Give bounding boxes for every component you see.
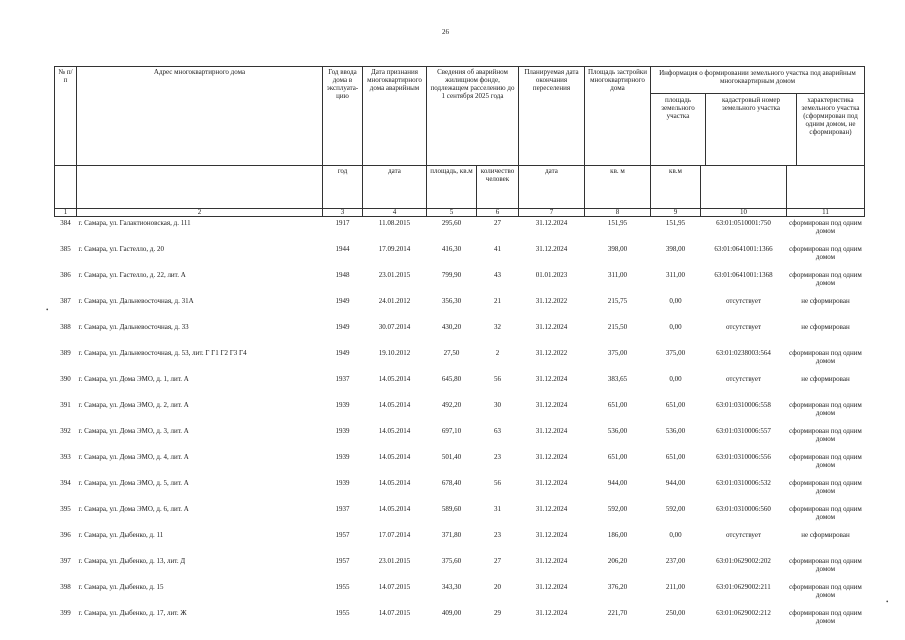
row-num: 389 [60, 349, 71, 357]
housing-table [54, 66, 865, 633]
row-area: 430,20 [441, 323, 462, 331]
row-people: 63 [494, 427, 501, 435]
table-row [55, 321, 865, 347]
row-date: 23.01.2015 [378, 557, 411, 565]
header-planned-date: Планируемая дата окончания переселения [519, 67, 585, 166]
row-num: 391 [60, 401, 71, 409]
row-planned: 31.12.2024 [535, 479, 568, 487]
row-land-char: сформирован под одним домом [789, 427, 862, 444]
unit-cell: площадь, кв.м [427, 166, 477, 209]
col-number: 1 [55, 209, 77, 217]
table-row [55, 347, 865, 373]
col-number: 11 [787, 209, 865, 217]
row-address: г. Самара, ул. Дыбенко, д. 15 [78, 583, 164, 591]
header-info-fund: Сведения об аварийном жилищном фонде, подлежащем расселению до 1 сентября 2025 года [427, 67, 519, 166]
row-land-char: сформирован под одним домом [789, 479, 862, 496]
row-num: 393 [60, 453, 71, 461]
unit-cell [55, 166, 77, 209]
table-row [55, 477, 865, 503]
row-cadastral: 63:01:0310006:556 [716, 453, 771, 461]
row-land-char: не сформирован [801, 375, 850, 383]
row-land-area: 536,00 [665, 427, 686, 435]
table-row [55, 503, 865, 529]
row-people: 43 [494, 271, 501, 279]
col-number: 8 [585, 209, 651, 217]
row-address: г. Самара, ул. Дома ЭМО, д. 5, лит. А [78, 479, 189, 487]
table-row [55, 373, 865, 399]
table-row [55, 399, 865, 425]
row-year: 1957 [335, 531, 350, 539]
row-land-char: сформирован под одним домом [789, 401, 862, 418]
row-people: 27 [494, 557, 501, 565]
row-land-area: 651,00 [665, 401, 686, 409]
row-building-area: 944,00 [607, 479, 628, 487]
col-number: 6 [477, 209, 519, 217]
unit-cell [77, 166, 323, 209]
row-year: 1937 [335, 505, 350, 513]
row-people: 31 [494, 505, 501, 513]
table-row [55, 217, 865, 244]
row-address: г. Самара, ул. Дыбенко, д. 13, лит. Д [78, 557, 186, 565]
row-building-area: 651,00 [607, 453, 628, 461]
row-area: 375,60 [441, 557, 462, 565]
row-area: 501,40 [441, 453, 462, 461]
row-building-area: 215,75 [607, 297, 628, 305]
table-row [55, 581, 865, 607]
row-year: 1949 [335, 349, 350, 357]
row-address: г. Самара, ул. Дыбенко, д. 17, лит. Ж [78, 609, 187, 617]
header-address: Адрес многоквартирного дома [77, 67, 323, 166]
unit-cell: дата [519, 166, 585, 209]
row-people: 27 [494, 219, 501, 227]
row-land-char: не сформирован [801, 323, 850, 331]
row-cadastral: 63:01:0238003:564 [716, 349, 771, 357]
table-row [55, 295, 865, 321]
row-address: г. Самара, ул. Дома ЭМО, д. 3, лит. А [78, 427, 189, 435]
row-people: 41 [494, 245, 501, 253]
row-date: 23.01.2015 [378, 271, 411, 279]
row-date: 14.05.2014 [378, 427, 411, 435]
row-year: 1955 [335, 609, 350, 617]
row-people: 32 [494, 323, 501, 331]
row-planned: 31.12.2024 [535, 557, 568, 565]
row-date: 24.01.2012 [378, 297, 411, 305]
unit-cell: кв.м [651, 166, 701, 209]
row-date: 14.05.2014 [378, 401, 411, 409]
row-building-area: 221,70 [607, 609, 628, 617]
row-people: 20 [494, 583, 501, 591]
col-number: 2 [77, 209, 323, 217]
row-land-area: 944,00 [665, 479, 686, 487]
row-year: 1939 [335, 453, 350, 461]
row-address: г. Самара, ул. Дома ЭМО, д. 4, лит. А [78, 453, 189, 461]
row-people: 30 [494, 401, 501, 409]
row-date: 17.09.2014 [378, 245, 411, 253]
col-number: 4 [363, 209, 427, 217]
row-year: 1949 [335, 323, 350, 331]
row-land-char: сформирован под одним домом [789, 583, 862, 600]
unit-cell [701, 166, 787, 209]
row-land-char: сформирован под одним домом [789, 245, 862, 262]
row-date: 11.08.2015 [378, 219, 411, 227]
row-planned: 31.12.2024 [535, 453, 568, 461]
row-area: 295,60 [441, 219, 462, 227]
row-cadastral: 63:01:0641001:1366 [714, 245, 773, 253]
header-land-info: Информация о формировании земельного участка под аварийным многоквартирным домом [651, 67, 864, 94]
row-year: 1957 [335, 557, 350, 565]
row-year: 1944 [335, 245, 350, 253]
col-number: 5 [427, 209, 477, 217]
row-num: 385 [60, 245, 71, 253]
row-land-area: 0,00 [669, 297, 682, 305]
header-cadastral: кадастровый номер земельного участка [706, 94, 797, 165]
row-building-area: 206,20 [607, 557, 628, 565]
row-num: 390 [60, 375, 71, 383]
column-numbers-row [55, 209, 865, 217]
row-land-area: 398,00 [665, 245, 686, 253]
row-planned: 31.12.2024 [535, 219, 568, 227]
row-address: г. Самара, ул. Гастелло, д. 20 [78, 245, 164, 253]
row-num: 388 [60, 323, 71, 331]
row-cadastral: отсутствует [725, 375, 762, 383]
row-year: 1937 [335, 375, 350, 383]
row-cadastral: 63:01:0310006:557 [716, 427, 771, 435]
row-area: 371,80 [441, 531, 462, 539]
row-cadastral: 63:01:0310006:532 [716, 479, 771, 487]
row-date: 14.05.2014 [378, 453, 411, 461]
row-land-char: не сформирован [801, 531, 850, 539]
row-date: 14.05.2014 [378, 479, 411, 487]
row-address: г. Самара, ул. Дыбенко, д. 11 [78, 531, 164, 539]
row-num: 395 [60, 505, 71, 513]
row-date: 17.07.2014 [378, 531, 411, 539]
row-building-area: 536,00 [607, 427, 628, 435]
row-planned: 31.12.2024 [535, 245, 568, 253]
row-date: 14.05.2014 [378, 375, 411, 383]
row-area: 343,30 [441, 583, 462, 591]
header-year-input: Год ввода дома в эксплуата-цию [323, 67, 363, 166]
row-people: 56 [494, 479, 501, 487]
row-address: г. Самара, ул. Дома ЭМО, д. 1, лит. А [78, 375, 189, 383]
row-people: 56 [494, 375, 501, 383]
unit-cell: количество человек [477, 166, 519, 209]
row-cadastral: 63:01:0641001:1368 [714, 271, 773, 279]
unit-cell: год [323, 166, 363, 209]
row-cadastral: 63:01:0510001:750 [716, 219, 771, 227]
table-row [55, 425, 865, 451]
table-row [55, 451, 865, 477]
page-number: 26 [442, 28, 449, 36]
row-num: 398 [60, 583, 71, 591]
row-area: 492,20 [441, 401, 462, 409]
row-planned: 31.12.2024 [535, 401, 568, 409]
row-area: 678,40 [441, 479, 462, 487]
row-num: 384 [60, 219, 71, 227]
row-num: 392 [60, 427, 71, 435]
row-num: 394 [60, 479, 71, 487]
row-cadastral: 63:01:0310006:558 [716, 401, 771, 409]
header-land-group [651, 67, 865, 166]
row-building-area: 398,00 [607, 245, 628, 253]
row-date: 14.05.2014 [378, 505, 411, 513]
row-building-area: 375,00 [607, 349, 628, 357]
row-people: 29 [494, 609, 501, 617]
col-number: 9 [651, 209, 701, 217]
row-year: 1939 [335, 401, 350, 409]
table-row [55, 555, 865, 581]
row-year: 1917 [335, 219, 350, 227]
row-planned: 31.12.2024 [535, 583, 568, 591]
header-row [55, 67, 865, 166]
table-row [55, 607, 865, 633]
table-row [55, 243, 865, 269]
scan-dot: • [886, 598, 889, 606]
col-number: 10 [701, 209, 787, 217]
row-land-area: 311,00 [666, 271, 685, 279]
row-building-area: 215,50 [607, 323, 628, 331]
row-address: г. Самара, ул. Гастелло, д. 22, лит. А [78, 271, 186, 279]
row-land-area: 237,00 [665, 557, 686, 565]
row-cadastral: отсутствует [725, 531, 762, 539]
row-land-area: 375,00 [665, 349, 686, 357]
header-num: № п/п [55, 67, 77, 166]
col-number: 7 [519, 209, 585, 217]
row-building-area: 376,20 [607, 583, 628, 591]
row-land-area: 250,00 [665, 609, 686, 617]
row-cadastral: отсутствует [725, 297, 762, 305]
row-people: 2 [495, 349, 500, 357]
row-cadastral: 63:01:0629002:202 [716, 557, 771, 565]
row-area: 27,50 [443, 349, 460, 357]
row-address: г. Самара, ул. Дальневосточная, д. 31А [78, 297, 194, 305]
row-planned: 31.12.2024 [535, 505, 568, 513]
row-num: 387 [60, 297, 71, 305]
row-area: 589,60 [441, 505, 462, 513]
row-land-char: сформирован под одним домом [789, 609, 862, 626]
row-building-area: 311,00 [608, 271, 627, 279]
row-date: 30.07.2014 [378, 323, 411, 331]
row-planned: 31.12.2022 [535, 297, 568, 305]
row-planned: 31.12.2022 [535, 349, 568, 357]
row-land-area: 0,00 [669, 531, 682, 539]
row-people: 21 [494, 297, 501, 305]
row-address: г. Самара, ул. Дома ЭМО, д. 2, лит. А [78, 401, 189, 409]
row-building-area: 151,95 [607, 219, 628, 227]
row-cadastral: 63:01:0629002:212 [716, 609, 771, 617]
row-cadastral: 63:01:0629002:211 [716, 583, 771, 591]
row-date: 14.07.2015 [378, 583, 411, 591]
row-planned: 31.12.2024 [535, 427, 568, 435]
row-area: 645,80 [441, 375, 462, 383]
row-land-area: 592,00 [665, 505, 686, 513]
row-land-char: сформирован под одним домом [789, 505, 862, 522]
row-date: 14.07.2015 [378, 609, 411, 617]
row-land-char: сформирован под одним домом [789, 219, 862, 236]
header-land-area: площадь земельного участка [651, 94, 706, 165]
row-address: г. Самара, ул. Галактионовская, д. 111 [78, 219, 191, 227]
row-land-area: 211,00 [666, 583, 685, 591]
row-area: 697,10 [441, 427, 462, 435]
row-area: 409,00 [441, 609, 462, 617]
row-building-area: 186,00 [607, 531, 628, 539]
row-address: г. Самара, ул. Дальневосточная, д. 33 [78, 323, 189, 331]
row-year: 1948 [335, 271, 350, 279]
row-cadastral: 63:01:0310006:560 [716, 505, 771, 513]
row-area: 356,30 [441, 297, 462, 305]
unit-cell: дата [363, 166, 427, 209]
row-num: 399 [60, 609, 71, 617]
row-planned: 31.12.2024 [535, 531, 568, 539]
table-row [55, 269, 865, 295]
row-planned: 01.01.2023 [535, 271, 568, 279]
row-building-area: 651,00 [607, 401, 628, 409]
row-year: 1949 [335, 297, 350, 305]
row-planned: 31.12.2024 [535, 609, 568, 617]
row-building-area: 592,00 [607, 505, 628, 513]
row-num: 396 [60, 531, 71, 539]
row-land-area: 0,00 [669, 375, 682, 383]
row-building-area: 383,65 [607, 375, 628, 383]
row-cadastral: отсутствует [725, 323, 762, 331]
row-num: 397 [60, 557, 71, 565]
row-address: г. Самара, ул. Дальневосточная, д. 53, лит. Г Г1 Г2 Г3 Г4 [78, 349, 247, 357]
col-number: 3 [323, 209, 363, 217]
row-people: 23 [494, 453, 501, 461]
row-planned: 31.12.2024 [535, 323, 568, 331]
row-land-char: не сформирован [801, 297, 850, 305]
table-body [55, 217, 865, 634]
row-area: 416,30 [441, 245, 462, 253]
row-land-char: сформирован под одним домом [789, 271, 862, 288]
row-land-char: сформирован под одним домом [789, 453, 862, 470]
unit-cell [787, 166, 865, 209]
header-building-area: Площадь застройки многоквартирного дома [585, 67, 651, 166]
row-land-area: 151,95 [665, 219, 686, 227]
row-address: г. Самара, ул. Дома ЭМО, д. 6, лит. А [78, 505, 189, 513]
row-land-area: 651,00 [665, 453, 686, 461]
header-land-char: характеристика земельного участка (сформирован под одним домом, не сформирован) [801, 96, 860, 137]
row-date: 19.10.2012 [378, 349, 411, 357]
row-area: 799,90 [441, 271, 462, 279]
row-people: 23 [494, 531, 501, 539]
units-row [55, 166, 865, 209]
row-land-area: 0,00 [669, 323, 682, 331]
row-year: 1955 [335, 583, 350, 591]
row-year: 1939 [335, 479, 350, 487]
unit-cell: кв. м [585, 166, 651, 209]
row-land-char: сформирован под одним домом [789, 349, 862, 366]
row-land-char: сформирован под одним домом [789, 557, 862, 574]
row-num: 386 [60, 271, 71, 279]
row-planned: 31.12.2024 [535, 375, 568, 383]
scan-dot: • [46, 306, 49, 314]
header-date-recognition: Дата признания многоквартирного дома аварийным [363, 67, 427, 166]
table-row [55, 529, 865, 555]
row-year: 1939 [335, 427, 350, 435]
